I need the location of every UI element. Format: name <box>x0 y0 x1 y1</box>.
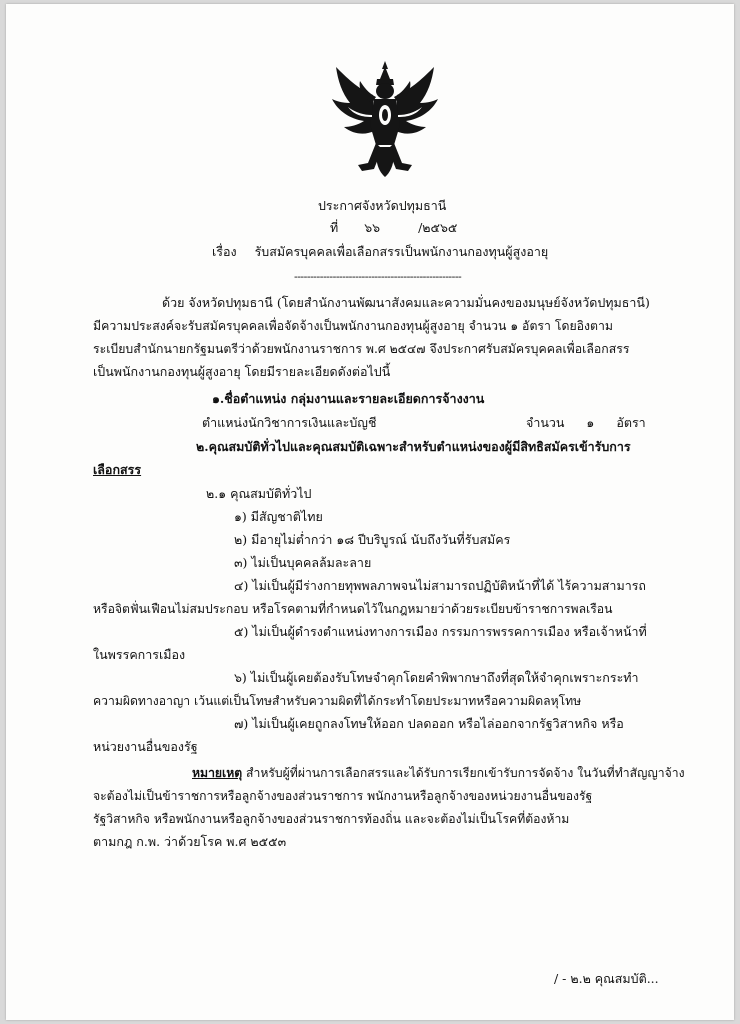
position-name: ตำแหน่งนักวิชาการเงินและบัญชี <box>202 415 377 430</box>
section2-heading-line1: ๒.คุณสมบัติทั่วไปและคุณสมบัติเฉพาะสำหรับตำแหน่งของผู้มีสิทธิสมัครเข้ารับการ <box>196 439 631 454</box>
announcement-number <box>330 218 457 238</box>
qualification-item-5-line1: ๕) ไม่เป็นผู้ดำรงตำแหน่งทางการเมือง กรรมการพรรคการเมือง หรือเจ้าหน้าที่ <box>234 624 647 639</box>
subject-line <box>212 242 548 262</box>
section1-heading: ๑.ชื่อตำแหน่ง กลุ่มงานและรายละเอียดการจ้างงาน <box>212 391 485 406</box>
number-year: /๒๕๖๕ <box>418 220 458 235</box>
intro-line-4: เป็นพนักงานกองทุนผู้สูงอายุ โดยมีรายละเอียดดังต่อไปนี้ <box>93 364 391 379</box>
intro-line-3: ระเบียบสำนักนายกรัฐมนตรีว่าด้วยพนักงานราชการ พ.ศ ๒๕๔๗ จึงประกาศรับสมัครบุคคลเพื่อเลือกสรร <box>93 342 630 356</box>
header-divider: ---------------------------------------------------- <box>294 270 462 283</box>
count-label: จำนวน <box>526 415 565 430</box>
qualification-item-5-line2: ในพรรคการเมือง <box>93 647 186 662</box>
announcement-title: ประกาศจังหวัดปทุมธานี <box>318 198 447 213</box>
note-line-4: ตามกฎ ก.พ. ว่าด้วยโรค พ.ศ ๒๕๕๓ <box>93 834 287 849</box>
count-value: ๑ <box>586 415 595 430</box>
qualification-item-6-line1: ๖) ไม่เป็นผู้เคยต้องรับโทษจำคุกโดยคำพิพากษาถึงที่สุดให้จำคุกเพราะกระทำ <box>234 670 639 685</box>
qualification-item-7-line2: หน่วยงานอื่นของรัฐ <box>93 739 198 754</box>
position-count <box>526 414 646 432</box>
number-value: ๖๖ <box>364 220 381 235</box>
qualification-item-6-line2: ความผิดทางอาญา เว้นแต่เป็นโทษสำหรับความผิดที่ได้กระทำโดยประมาทหรือความผิดลหุโทษ <box>93 694 582 708</box>
subject-label: เรื่อง <box>212 244 237 259</box>
section2-heading-line2: เลือกสรร <box>93 462 142 477</box>
qualification-item-4-line2: หรือจิตฟั่นเฟือนไม่สมประกอบ หรือโรคตามที่กำหนดไว้ในกฎหมายว่าด้วยระเบียบข้าราชการพลเรือน <box>93 602 613 616</box>
document-page <box>6 4 734 1020</box>
section2-1-heading: ๒.๑ คุณสมบัติทั่วไป <box>206 486 312 501</box>
number-label: ที่ <box>330 220 339 235</box>
qualification-item-7-line1: ๗) ไม่เป็นผู้เคยถูกลงโทษให้ออก ปลดออก หรือไล่ออกจากรัฐวิสาหกิจ หรือ <box>234 716 624 731</box>
subject-text: รับสมัครบุคคลเพื่อเลือกสรรเป็นพนักงานกองทุนผู้สูงอายุ <box>254 244 549 259</box>
note-line-3: รัฐวิสาหกิจ หรือพนักงานหรือลูกจ้างของส่วนราชการท้องถิ่น และจะต้องไม่เป็นโรคที่ต้องห้าม <box>93 812 570 826</box>
qualification-item-3: ๓) ไม่เป็นบุคคลล้มละลาย <box>234 555 372 570</box>
note-label: หมายเหตุ <box>192 766 243 780</box>
note-text-1: สำหรับผู้ที่ผ่านการเลือกสรรและได้รับการเรียกเข้ารับการจัดจ้าง ในวันที่ทำสัญญาจ้าง <box>246 766 685 780</box>
qualification-item-4-line1: ๔) ไม่เป็นผู้มีร่างกายทุพพลภาพจนไม่สามารถปฏิบัติหน้าที่ได้ ไร้ความสามารถ <box>234 578 646 593</box>
qualification-item-2: ๒) มีอายุไม่ต่ำกว่า ๑๘ ปีบริบูรณ์ นับถึงวันที่รับสมัคร <box>234 532 511 547</box>
qualification-item-1: ๑) มีสัญชาติไทย <box>234 509 323 524</box>
note-line-2: จะต้องไม่เป็นข้าราชการหรือลูกจ้างของส่วนราชการ พนักงานหรือลูกจ้างของหน่วยงานอื่นของรัฐ <box>93 789 593 803</box>
intro-line-1: ด้วย จังหวัดปทุมธานี (โดยสำนักงานพัฒนาสังคมและความมั่นคงของมนุษย์จังหวัดปทุมธานี) <box>162 295 650 310</box>
note-line-1 <box>192 764 685 782</box>
intro-line-2: มีความประสงค์จะรับสมัครบุคคลเพื่อจัดจ้างเป็นพนักงานกองทุนผู้สูงอายุ จำนวน ๑ อัตรา โดยอิงตาม <box>93 319 614 333</box>
count-unit: อัตรา <box>616 415 646 430</box>
garuda-emblem-icon <box>328 59 442 179</box>
continued-marker: / - ๒.๒ คุณสมบัติ... <box>554 971 659 986</box>
